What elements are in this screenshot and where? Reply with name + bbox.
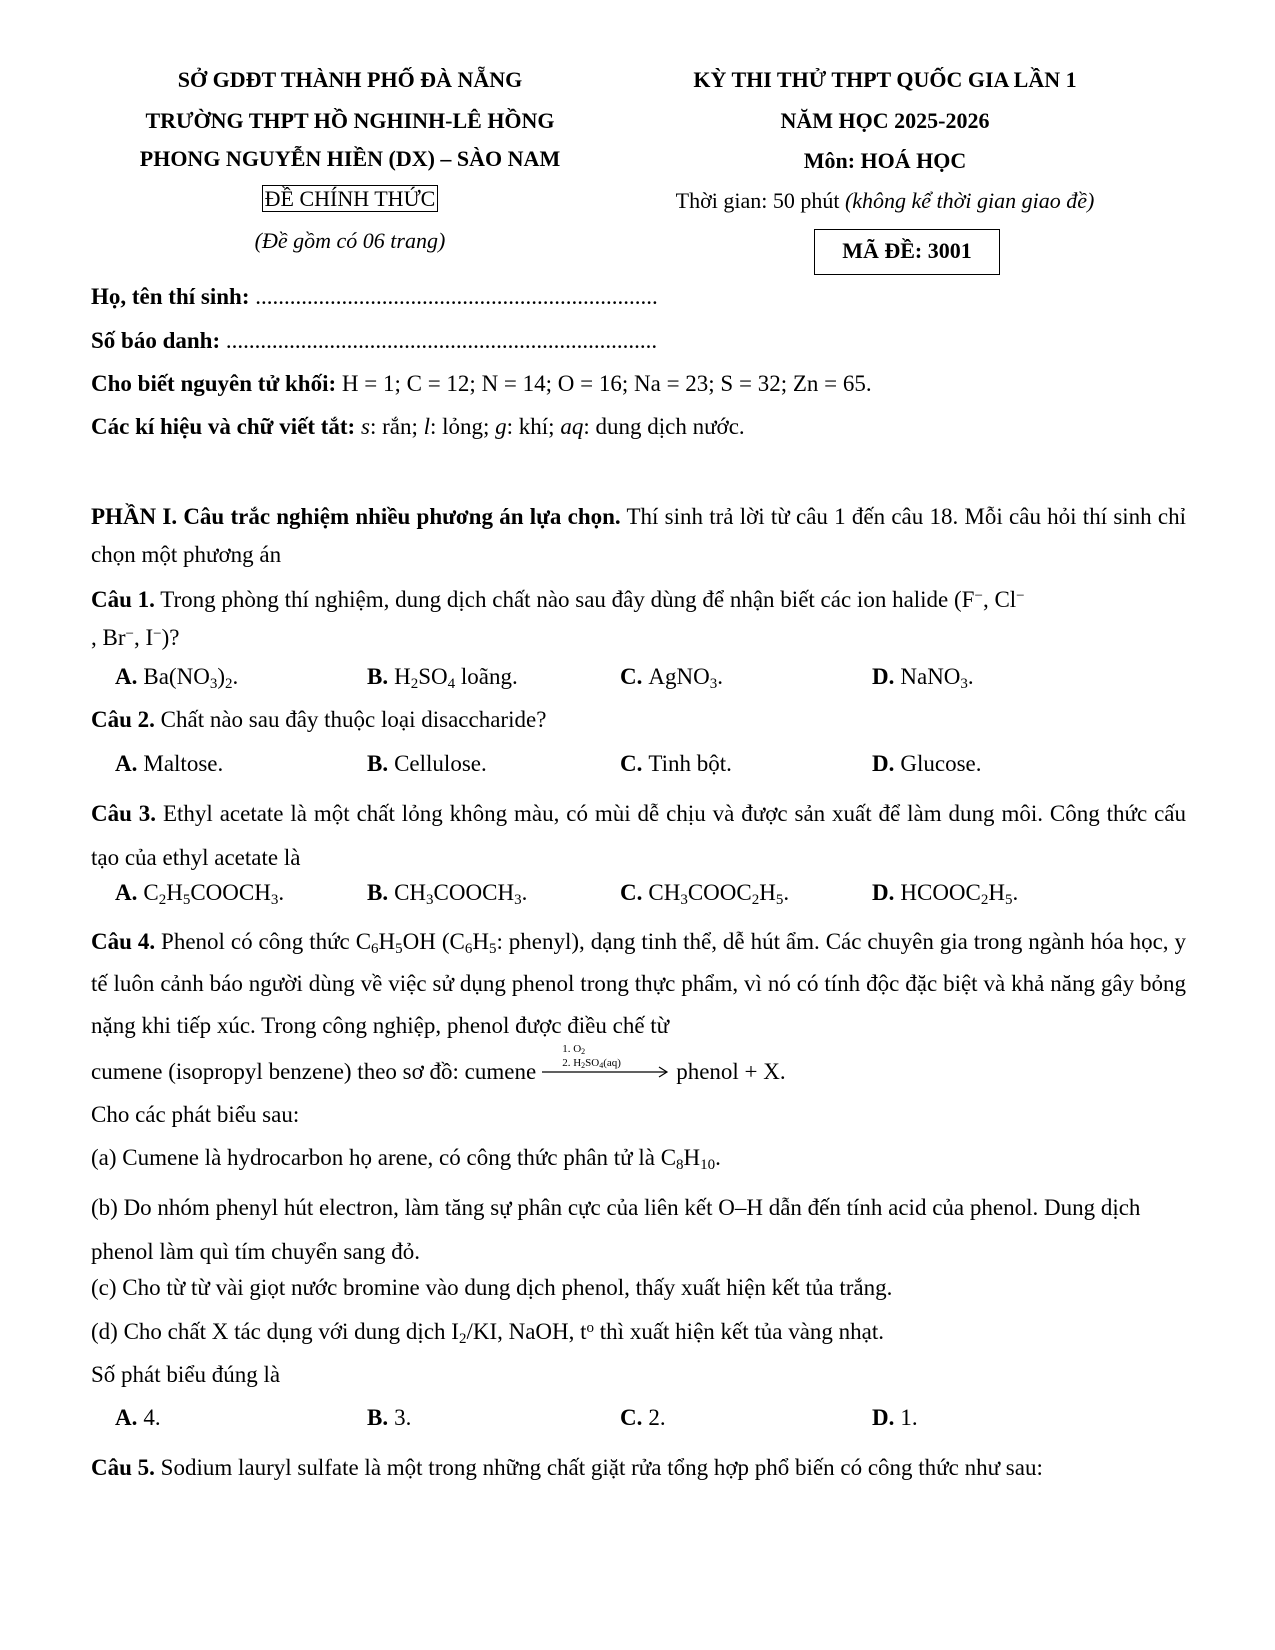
q3-option-c[interactable]: C. $CH_3COOC_2H_5$. [620, 880, 790, 908]
exam-title: KỲ THI THỬ THPT QUỐC GIA LẦN 1 [693, 67, 1077, 92]
q4-statement-d: (d) Cho chất X tác dụng với dung dịch $I_2/KI$, NaOH, $t^o$ thì xuất hiện kết tủa vàng nhạt. [91, 1319, 885, 1347]
school-year: NĂM HỌC 2025-2026 [780, 108, 990, 133]
q2-option-a[interactable]: A. Maltose. [115, 751, 224, 776]
subject: Môn: HOÁ HỌC [803, 148, 967, 173]
q4-reaction-scheme: cumene (isopropyl benzene) theo sơ đồ: cumene 1. $O_2$ 2. $H_2SO_4(aq)$ phenol + X. [91, 1057, 786, 1087]
q4-option-a[interactable]: A. 4. [115, 1405, 161, 1430]
atomic-masses: Cho biết nguyên tử khối: H = 1; C = 12; N = 14; O = 16; Na = 23; S = 32; Zn = 65. [91, 371, 872, 396]
part1-heading: PHẦN I. Câu trắc nghiệm nhiều phương án lựa chọn. Thí sinh trả lời từ câu 1 đến câu 18. Mỗi câu hỏi thí sinh chỉ chọn một phương án [91, 504, 1186, 567]
q4-statement-c: (c) Cho từ từ vài giọt nước bromine vào dung dịch phenol, thấy xuất hiện kết tủa trắng. [91, 1275, 893, 1300]
q1-option-c[interactable]: C. AgNO$_3$. [620, 664, 723, 692]
school-name-line1: TRƯỜNG THPT HỒ NGHINH-LÊ HỒNG [145, 108, 555, 133]
q4-question: Số phát biểu đúng là [91, 1362, 281, 1387]
q3-option-a[interactable]: A. $C_2H_5COOCH_3$. [115, 880, 285, 908]
school-name-line2: PHONG NGUYỄN HIỀN (DX) – SÀO NAM [139, 146, 561, 171]
abbreviations: Các kí hiệu và chữ viết tắt: s: rắn; l: lỏng; g: khí; aq: dung dịch nước. [91, 414, 745, 439]
reaction-arrow [540, 1043, 672, 1087]
school-dept: SỞ GDĐT THÀNH PHỐ ĐÀ NẴNG [177, 67, 523, 92]
q4-option-c[interactable]: C. 2. [620, 1405, 666, 1430]
page-count-note: (Đề gồm có 06 trang) [254, 228, 446, 253]
question-3: Câu 3. Ethyl acetate là một chất lỏng không màu, có mùi dễ chịu và được sản xuất để làm dung môi. Công thức cấu tạo của ethyl acetate là [91, 801, 1186, 870]
official-exam-box: ĐỀ CHÍNH THỨC [262, 185, 439, 212]
q3-option-d[interactable]: D. $HCOOC_2H_5$. [872, 880, 1019, 908]
q1-option-b[interactable]: B. $H_2SO_4$ loãng. [367, 664, 518, 692]
arrow-label-top: 1. $O_2$ [562, 1043, 586, 1056]
exam-code-box: MÃ ĐỀ: 3001 [814, 229, 1000, 275]
question-2: Câu 2. Chất nào sau đây thuộc loại disaccharide? [91, 707, 547, 732]
question-4: Câu 4. Phenol có công thức $C_6H_5OH$ ($C_6H_5$: phenyl), dạng tinh thể, dễ hút ẩm. Các chuyên gia trong ngành hóa học, y tế luôn cảnh báo người dùng về việc sử dụng phenol trong thực phẩm, vì nó có tính độc đặc biệt và khả năng gây bỏng nặng khi tiếp xúc. Trong công nghiệp, phenol được điều chế từ [91, 929, 1186, 1038]
q4-statement-b: (b) Do nhóm phenyl hút electron, làm tăng sự phân cực của liên kết O–H dẫn đến tính acid của phenol. Dung dịch phenol làm quì tím chuyển sang đỏ. [91, 1195, 1141, 1264]
student-id-field: Số báo danh: ........................................................................... [91, 328, 658, 353]
q4-statement-a: (a) Cumene là hydrocarbon họ arene, có công thức phân tử là $C_8H_{10}$. [91, 1145, 721, 1173]
arrow-icon [540, 1057, 672, 1087]
q4-option-d[interactable]: D. 1. [872, 1405, 918, 1430]
q1-option-a[interactable]: A. $Ba(NO_3)_2$. [115, 664, 239, 692]
q2-option-b[interactable]: B. Cellulose. [367, 751, 487, 776]
q3-option-b[interactable]: B. $CH_3COOCH_3$. [367, 880, 528, 908]
student-name-field: Họ, tên thí sinh: ...................................................................... [91, 284, 658, 309]
q2-option-c[interactable]: C. Tinh bột. [620, 751, 732, 776]
question-5: Câu 5. Sodium lauryl sulfate là một trong những chất giặt rửa tổng hợp phổ biến có công thức như sau: [91, 1455, 1043, 1480]
q2-option-d[interactable]: D. Glucose. [872, 751, 982, 776]
question-1: Câu 1. Trong phòng thí nghiệm, dung dịch chất nào sau đây dùng để nhận biết các ion halide (F−, Cl− , Br−, I−)? [91, 587, 1025, 650]
exam-duration: Thời gian: 50 phút (không kể thời gian giao đề) [675, 188, 1095, 213]
q4-option-b[interactable]: B. 3. [367, 1405, 412, 1430]
arrow-label-bottom: 2. $H_2SO_4(aq)$ [562, 1057, 621, 1070]
q1-option-d[interactable]: D. NaNO$_3$. [872, 664, 974, 692]
q4-intro: Cho các phát biểu sau: [91, 1102, 300, 1127]
